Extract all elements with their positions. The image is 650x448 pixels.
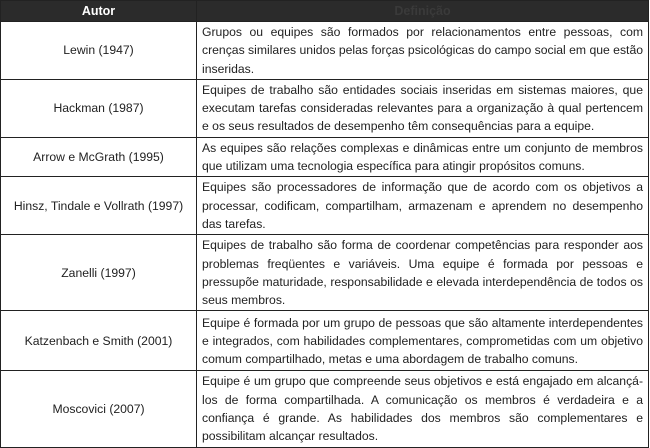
author-cell: Moscovici (2007) (1, 371, 197, 447)
definition-cell: Equipes são processadores de informação que de acordo com os objetivos a processar, codificam, compartilham, armazenam e aprendem no desempenho das tarefas. (197, 177, 649, 235)
header-author: Autor (1, 1, 197, 22)
definition-cell: Equipe é um grupo que compreende seus objetivos e está engajado em alcançá-los de forma compartilhada. A comunicação os membros é verdadeira e a confiança é grande. As habilidades dos membros são complementares e possibilitam alcançar resultados. (197, 371, 649, 447)
author-cell: Hinsz, Tindale e Vollrath (1997) (1, 177, 197, 235)
table-row (1, 177, 649, 235)
definition-cell: Equipe é formada por um grupo de pessoas que são altamente interdependentes e integrados, com habilidades complementares, comprometidas com um objetivo comum compartilhado, metas e uma abordagem de trabalho comuns. (197, 311, 649, 371)
table-row (1, 371, 649, 447)
table-row (1, 311, 649, 371)
header-row (1, 1, 649, 22)
definition-cell: Equipes de trabalho são forma de coordenar competências para responder aos problemas freqüentes e variáveis. Uma equipe é formada por pessoas e pressupõe maturidade, responsabilidade e elevada interdependência de todos os seus membros. (197, 235, 649, 311)
definition-cell: Equipes de trabalho são entidades sociais inseridas em sistemas maiores, que executam tarefas consideradas relevantes para a organização à qual pertencem e os seus resultados de desempenho têm consequências para a equipe. (197, 79, 649, 137)
definition-cell: As equipes são relações complexas e dinâmicas entre um conjunto de membros que utilizam uma tecnologia específica para atingir propósitos comuns. (197, 137, 649, 177)
author-cell: Zanelli (1997) (1, 235, 197, 311)
definition-cell: Grupos ou equipes são formados por relacionamentos entre pessoas, com crenças similares unidos pelas forças psicológicas do campo social em que estão inseridas. (197, 22, 649, 80)
table-row (1, 137, 649, 177)
table-row (1, 235, 649, 311)
table-row (1, 22, 649, 80)
author-cell: Lewin (1947) (1, 22, 197, 80)
author-cell: Katzenbach e Smith (2001) (1, 311, 197, 371)
author-cell: Arrow e McGrath (1995) (1, 137, 197, 177)
author-cell: Hackman (1987) (1, 79, 197, 137)
header-definition: Definição (197, 1, 649, 22)
table-row (1, 79, 649, 137)
